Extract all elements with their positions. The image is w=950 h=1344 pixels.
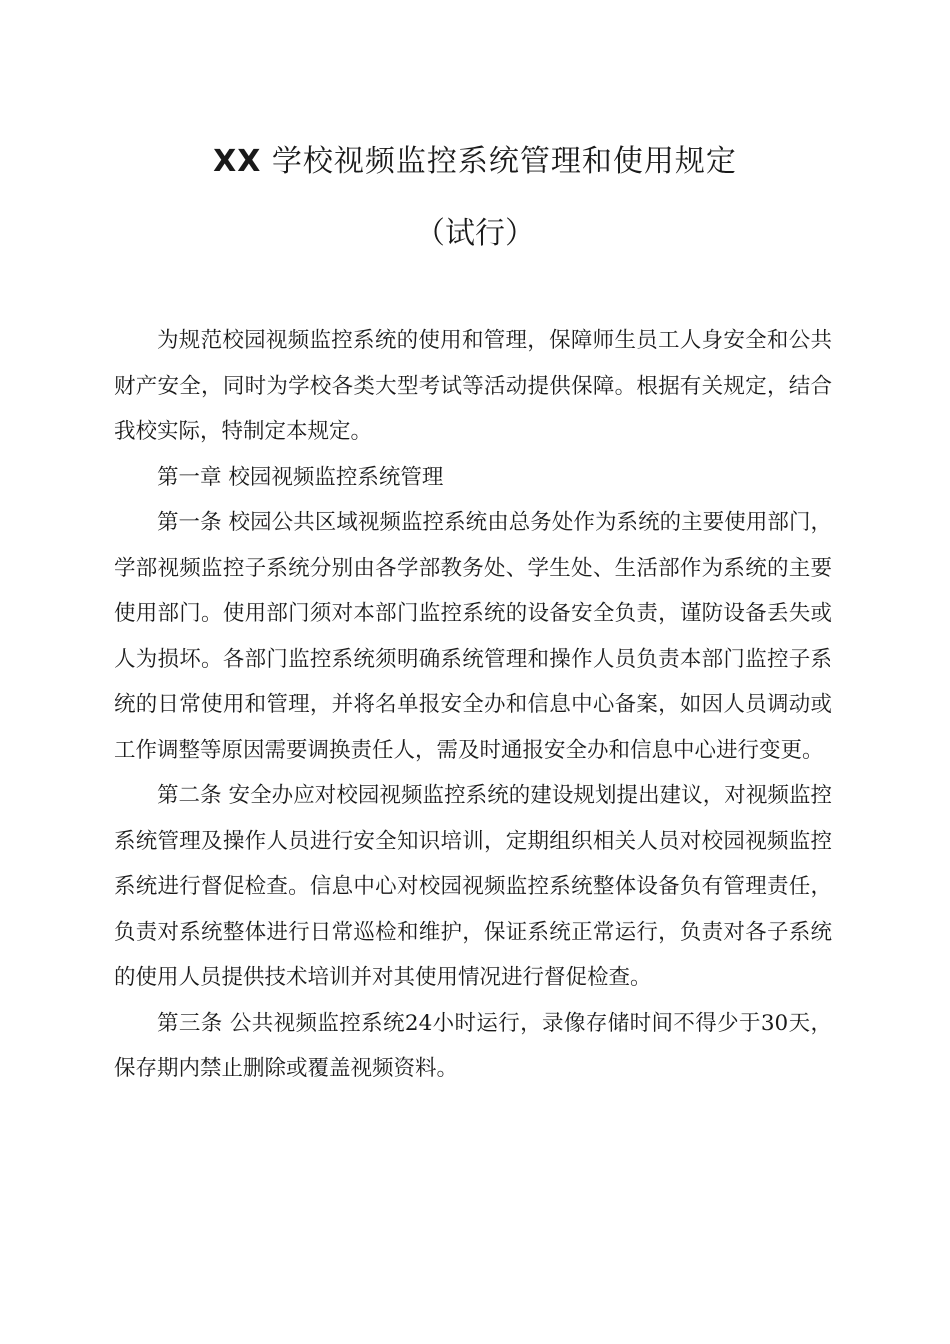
document-title (0, 140, 950, 184)
title-main: 学校视频监控系统管理和使用规定 (271, 144, 737, 179)
title-prefix: XX (213, 144, 262, 179)
chapter-heading: 第一章 校园视频监控系统管理 (157, 464, 444, 490)
article-1-paragraph: 第一条 校园公共区域视频监控系统由总务处作为系统的主要使用部门，学部视频监控子系统分别由各学部教务处、学生处、生活部作为系统的主要使用部门。使用部门须对本部门监控系统的设备安全负责，谨防设备丢失或人为损坏。各部门监控系统须明确系统管理和操作人员负责本部门监控子系统的日常使用和管理，并将名单报安全办和信息中心备案，如因人员调动或工作调整等原因需要调换责任人，需及时通报安全办和信息中心进行变更。 (114, 510, 832, 763)
article-3-paragraph: 第三条 公共视频监控系统24小时运行，录像存储时间不得少于30天，保存期内禁止删除或覆盖视频资料。 (114, 1010, 832, 1081)
article-2-paragraph: 第二条 安全办应对校园视频监控系统的建设规划提出建议，对视频监控系统管理及操作人员进行安全知识培训，定期组织相关人员对校园视频监控系统进行督促检查。信息中心对校园视频监控系统整体设备负有管理责任，负责对系统整体进行日常巡检和维护，保证系统正常运行，负责对各子系统的使用人员提供技术培训并对其使用情况进行督促检查。 (114, 783, 832, 990)
intro-paragraph: 为规范校园视频监控系统的使用和管理，保障师生员工人身安全和公共财产安全，同时为学校各类大型考试等活动提供保障。根据有关规定，结合我校实际，特制定本规定。 (114, 328, 832, 444)
document-body (114, 318, 832, 1092)
document-subtitle: （试行） (415, 216, 535, 251)
